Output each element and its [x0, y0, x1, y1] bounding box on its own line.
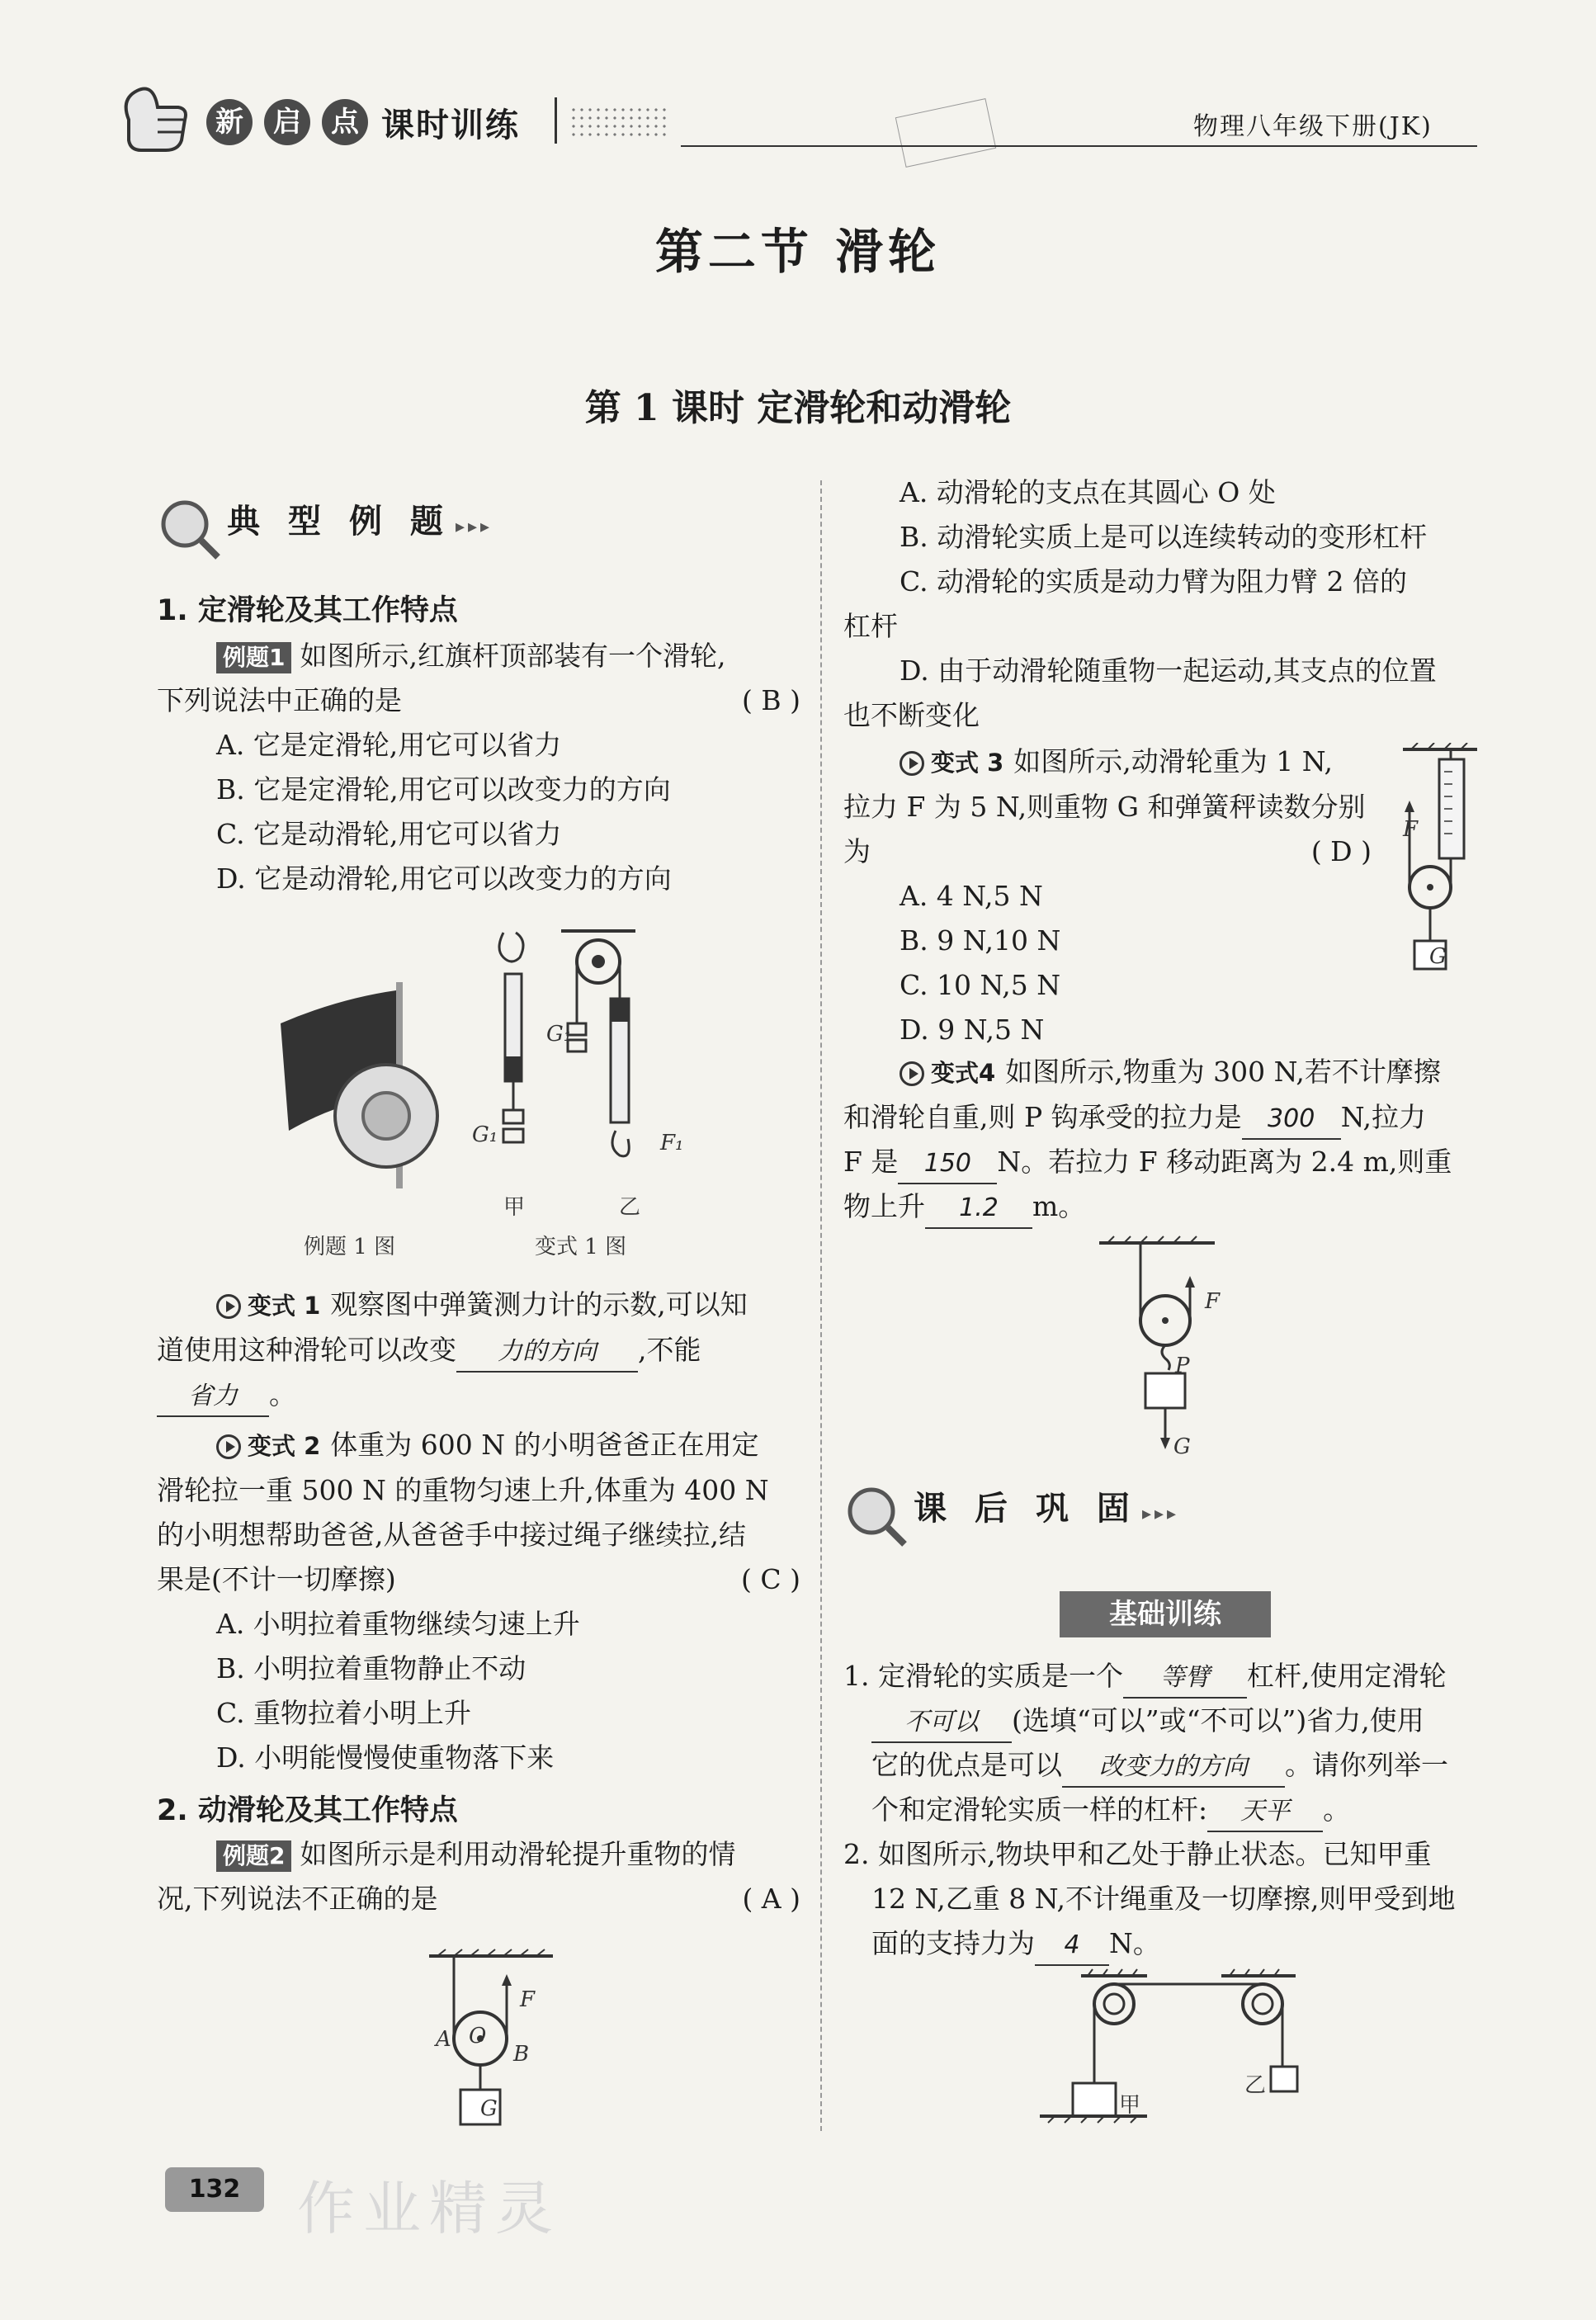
q1-line-4b: 。: [1323, 1793, 1351, 1826]
flag-pole-figure: [272, 974, 446, 1188]
q1-answer-1: 等臂: [1123, 1659, 1247, 1699]
magnifier-icon: [157, 496, 223, 562]
variant-4-tag: 变式4: [931, 1059, 996, 1087]
section-bar-arrows: ▸▸▸: [455, 517, 493, 537]
variant-4: [843, 1050, 1487, 1229]
play-icon: [900, 1061, 924, 1086]
variant-4-line-2: 和滑轮自重,则 P 钩承受的拉力是: [843, 1101, 1242, 1133]
var3-label-g: G: [1429, 944, 1447, 969]
ex2-label-b: B: [513, 2042, 530, 2067]
brand-char-1: 新: [206, 99, 253, 145]
variant-1-line-1: 观察图中弹簧测力计的示数,可以知: [330, 1288, 748, 1321]
variant-4-answer-2: 150: [898, 1145, 997, 1184]
question-2: [843, 1832, 1487, 1966]
question-1: [843, 1654, 1487, 1832]
variant-4-answer-3: 1.2: [925, 1189, 1032, 1229]
variant-3: [843, 739, 1372, 1052]
q2-line-3: 面的支持力为: [871, 1927, 1035, 1959]
variant-4-line-4b: m。: [1032, 1190, 1086, 1222]
header-dots: [569, 106, 668, 139]
heading-movable-pulley: 2. 动滑轮及其工作特点: [157, 1794, 458, 1827]
variant-2-line-3: 的小明想帮助爸爸,从爸爸手中接过绳子继续拉,结: [157, 1519, 746, 1551]
thumbs-up-logo-icon: [112, 74, 195, 157]
variant-1-line-2: 道使用这种滑轮可以改变: [157, 1334, 456, 1366]
variant-3-tag: 变式 3: [931, 749, 1004, 777]
brand-char-3: 点: [322, 99, 368, 145]
hook-pulley-figure: [1091, 1235, 1223, 1466]
variant-1-answer-1: 力的方向: [456, 1333, 638, 1373]
spring-scale-pulley-figure: [470, 924, 685, 1230]
variant-4-answer-1: 300: [1242, 1100, 1341, 1140]
variant-2-option-a: A. 小明拉着重物继续匀速上升: [216, 1608, 580, 1640]
label-jia: 甲: [503, 1195, 526, 1220]
variant-4-line-4: 物上升: [843, 1190, 925, 1222]
lesson-title: 第 1 课时 定滑轮和动滑轮: [584, 387, 1012, 429]
header-separator: [555, 97, 557, 144]
label-g1-yi: G₁: [546, 1022, 573, 1047]
variant-1-tag: 变式 1: [248, 1292, 321, 1320]
brand-text: 课时训练: [381, 106, 520, 144]
var4-label-g: G: [1173, 1434, 1191, 1459]
var4-label-p: P: [1175, 1354, 1190, 1378]
variant-3-option-c: C. 10 N,5 N: [900, 969, 1061, 1001]
example-2-option-a: A. 动滑轮的支点在其圆心 O 处: [900, 476, 1276, 508]
variant-1: [157, 1283, 800, 1417]
q2-answer-1: 4: [1035, 1926, 1109, 1966]
example-1-option-c: C. 它是动滑轮,用它可以省力: [216, 818, 562, 850]
label-yi: 乙: [619, 1195, 641, 1220]
example-1-line-2: 下列说法中正确的是: [157, 684, 402, 716]
variant-2-line-1: 体重为 600 N 的小明爸爸正在用定: [330, 1429, 759, 1461]
example-1: [157, 634, 800, 901]
example-1-tag: 例题1: [216, 642, 291, 673]
example-2-option-b: B. 动滑轮实质上是可以连续转动的变形杠杆: [900, 521, 1428, 553]
example-2-option-d-cont: 也不断变化: [843, 699, 980, 731]
variant-2-tag: 变式 2: [248, 1432, 321, 1460]
q1-answer-3: 改变力的方向: [1062, 1748, 1285, 1788]
label-g1-jia: G₁: [472, 1122, 498, 1147]
variant-3-line-2: 拉力 F 为 5 N,则重物 G 和弹簧秤读数分别: [843, 791, 1366, 823]
section-bar-examples: [157, 495, 493, 562]
example-1-option-b: B. 它是定滑轮,用它可以改变力的方向: [216, 773, 671, 806]
watermark: 作业精灵: [297, 2175, 561, 2242]
brand-char-2: 启: [264, 99, 310, 145]
variant-4-line-2b: N,拉力: [1340, 1101, 1426, 1133]
q2-line-3b: N。: [1109, 1927, 1160, 1959]
q1-answer-2: 不可以: [871, 1703, 1012, 1743]
q2-line-2: 12 N,乙重 8 N,不计绳重及一切摩擦,则甲受到地: [871, 1883, 1456, 1915]
stamp-icon: [895, 98, 996, 168]
variant-4-line-1: 如图所示,物重为 300 N,若不计摩擦: [1005, 1056, 1441, 1088]
variant-2-option-b: B. 小明拉着重物静止不动: [216, 1652, 526, 1684]
example-1-line-1: 如图所示,红旗杆顶部装有一个滑轮,: [300, 640, 726, 672]
column-divider: [820, 480, 822, 2131]
magnifier-icon: [843, 1483, 909, 1549]
variant-2-line-4: 果是(不计一切摩擦): [157, 1563, 396, 1595]
variant-1-line-3b: 。: [269, 1378, 296, 1410]
variant-4-line-3: F 是: [843, 1146, 899, 1178]
q2-label-jia: 甲: [1119, 2093, 1141, 2118]
figure-caption-example-1: 例题 1 图: [304, 1235, 396, 1259]
example-1-option-a: A. 它是定滑轮,用它可以省力: [216, 729, 562, 761]
q1-line-4: 个和定滑轮实质一样的杠杆:: [871, 1793, 1208, 1826]
q1-line-3b: 。请你列举一: [1285, 1749, 1448, 1781]
var4-label-f: F: [1205, 1289, 1221, 1314]
variant-2-option-c: C. 重物拉着小明上升: [216, 1697, 472, 1729]
header-rule: [681, 145, 1477, 147]
example-2-options: [843, 470, 1487, 738]
ex2-label-f: F: [520, 1987, 536, 2012]
example-2-line-1: 如图所示是利用动滑轮提升重物的情: [300, 1838, 736, 1870]
ex2-label-o: O: [469, 2024, 487, 2048]
label-f1: F₁: [660, 1131, 684, 1155]
variant-4-line-3b: N。若拉力 F 移动距离为 2.4 m,则重: [997, 1146, 1452, 1178]
subject-label: 物理八年级下册(JK): [1193, 112, 1433, 141]
q2-label-yi: 乙: [1244, 2073, 1267, 2098]
variant-1-line-2b: ,不能: [638, 1334, 701, 1366]
page-number: 132: [165, 2167, 264, 2212]
example-2-option-c: C. 动滑轮的实质是动力臂为阻力臂 2 倍的: [900, 565, 1408, 598]
variant-3-answer: ( D ): [1310, 835, 1372, 867]
play-icon: [216, 1434, 241, 1459]
example-2-option-d: D. 由于动滑轮随重物一起运动,其支点的位置: [900, 654, 1437, 687]
variant-3-option-a: A. 4 N,5 N: [900, 880, 1043, 912]
example-2-option-c-cont: 杠杆: [843, 610, 898, 642]
q2-line-1: 2. 如图所示,物块甲和乙处于静止状态。已知甲重: [843, 1838, 1432, 1870]
ex2-label-a: A: [436, 2027, 451, 2052]
q1-line-3: 它的优点是可以: [871, 1749, 1062, 1781]
heading-fixed-pulley: 1. 定滑轮及其工作特点: [157, 594, 458, 627]
play-icon: [216, 1294, 241, 1319]
variant-3-option-b: B. 9 N,10 N: [900, 924, 1061, 957]
q1-line-1b: 杠杆,使用定滑轮: [1246, 1660, 1447, 1692]
example-2-tag: 例题2: [216, 1840, 291, 1872]
variant-3-line-3: 为: [843, 835, 871, 867]
variant-3-option-d: D. 9 N,5 N: [900, 1014, 1045, 1046]
section-bar-arrows: ▸▸▸: [1141, 1504, 1180, 1524]
ex2-label-g: G: [480, 2096, 498, 2121]
q1-answer-4: 天平: [1207, 1793, 1323, 1832]
q1-line-2b: (选填“可以”或“不可以”)省力,使用: [1012, 1704, 1424, 1736]
play-icon: [900, 751, 924, 776]
header: [0, 0, 1596, 165]
section-title: 第二节 滑轮: [654, 224, 942, 280]
section-bar-label: 典 型 例 题: [227, 503, 451, 541]
section-bar-label: 课 后 巩 固: [914, 1490, 1138, 1528]
variant-1-answer-2: 省力: [157, 1377, 269, 1417]
var3-label-f: F: [1403, 817, 1419, 842]
variant-2-line-2: 滑轮拉一重 500 N 的重物匀速上升,体重为 400 N: [157, 1474, 769, 1506]
example-2: [157, 1832, 800, 1921]
example-2-line-2: 况,下列说法不正确的是: [157, 1883, 438, 1915]
basic-training-banner: 基础训练: [1060, 1591, 1271, 1637]
example-1-answer: ( B ): [742, 684, 800, 716]
variant-2-answer: ( C ): [741, 1563, 800, 1595]
section-bar-homework: [843, 1482, 1179, 1549]
figure-caption-variant-1: 变式 1 图: [535, 1235, 627, 1259]
variant-3-line-1: 如图所示,动滑轮重为 1 N,: [1013, 745, 1333, 777]
q1-line-1: 1. 定滑轮的实质是一个: [843, 1660, 1123, 1692]
variant-2-option-d: D. 小明能慢慢使重物落下来: [216, 1741, 555, 1774]
variant-2: [157, 1423, 800, 1780]
two-pulley-figure: [1040, 1968, 1329, 2141]
example-2-answer: ( A ): [742, 1883, 800, 1915]
example-1-option-d: D. 它是动滑轮,用它可以改变力的方向: [216, 862, 672, 895]
